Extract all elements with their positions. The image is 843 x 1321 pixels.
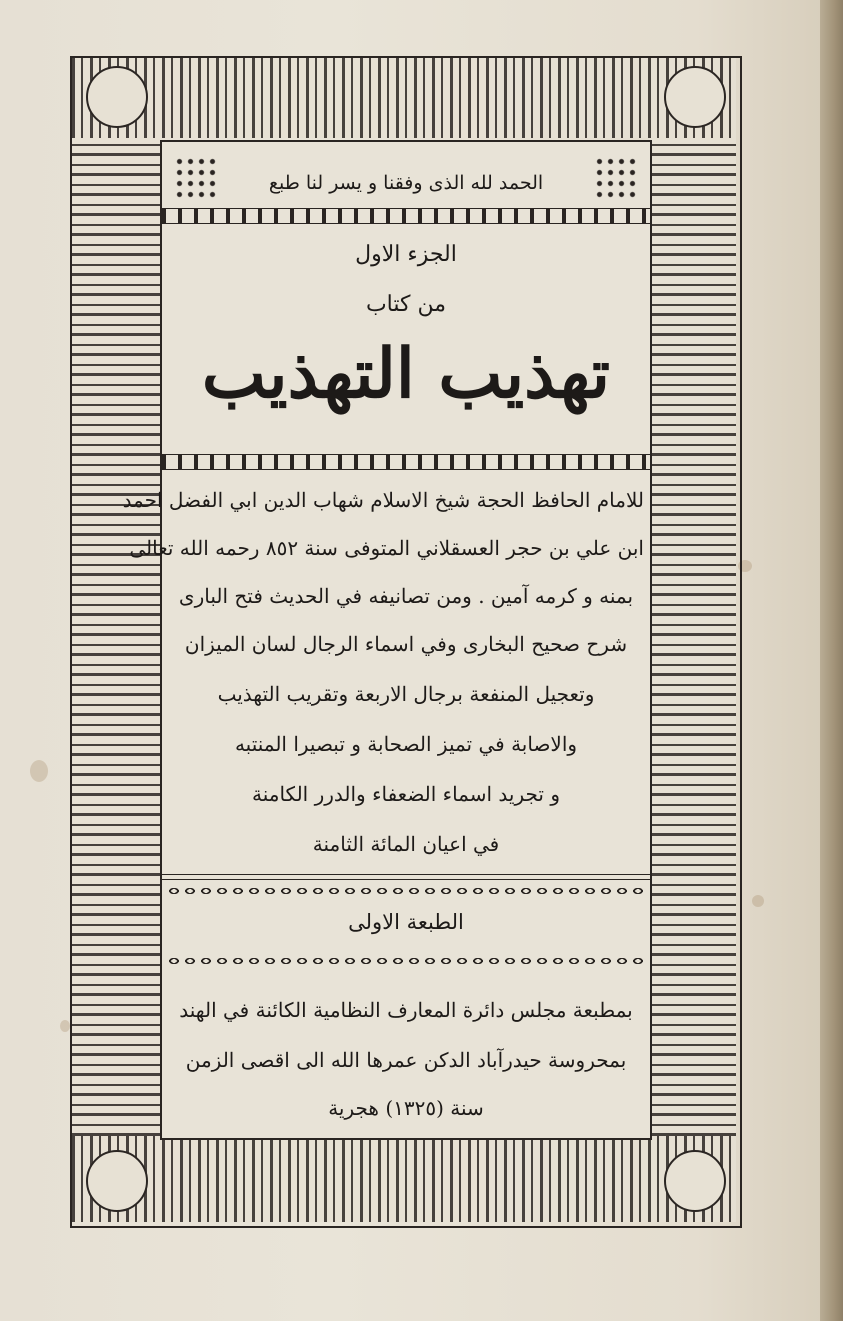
page-edge	[820, 0, 843, 1321]
press-line: بمحروسة حيدرآباد الدكن عمرها الله الى اقصى الزمن	[185, 1048, 627, 1072]
corner-ornament-icon	[86, 66, 148, 128]
corner-ornament-icon	[664, 1150, 726, 1212]
author-line: في اعيان المائة الثامنة	[312, 832, 500, 856]
author-line: للامام الحافظ الحجة شيخ الاسلام شهاب الدين ابي الفضل احمد	[122, 488, 644, 512]
book-title: تهذيب التهذيب	[201, 334, 611, 414]
stain	[60, 1020, 70, 1032]
from-book-label: من كتاب	[365, 292, 447, 317]
press-line: بمطبعة مجلس دائرة المعارف النظامية الكائنة في الهند	[179, 998, 633, 1022]
opening-praise: الحمد لله الذى وفقنا و يسر لنا طبع	[268, 172, 544, 194]
corner-ornament-icon	[664, 66, 726, 128]
author-line: والاصابة في تميز الصحابة و تبصيرا المنتبه	[234, 732, 578, 756]
stain	[752, 895, 764, 907]
divider	[162, 208, 650, 224]
ornament-band-left	[72, 138, 160, 1136]
author-line: ابن علي بن حجر العسقلاني المتوفى سنة ٨٥٢ رحمه الله تعالى	[129, 536, 644, 560]
author-line: بمنه و كرمه آمين . ومن تصانيفه في الحديث فتح البارى	[178, 584, 634, 608]
author-line: وتعجيل المنفعة برجال الاربعة وتقريب التهذيب	[217, 682, 595, 706]
press-year: سنة (١٣٢٥) هجرية	[328, 1096, 484, 1120]
ornament-band-bottom	[72, 1136, 736, 1222]
edition-label: الطبعة الاولى	[348, 910, 464, 934]
title-panel	[122, 140, 652, 1140]
volume-label: الجزء الاول	[355, 242, 457, 267]
ornament-band-right	[648, 138, 736, 1136]
stain	[30, 760, 48, 782]
chain-ornament	[166, 884, 646, 898]
corner-ornament-icon	[86, 1150, 148, 1212]
author-line: و تجريد اسماء الضعفاء والدرر الكامنة	[251, 782, 561, 806]
author-line: شرح صحيح البخارى وفي اسماء الرجال لسان الميزان	[184, 632, 628, 656]
chain-ornament	[166, 954, 646, 968]
ornament-band-top	[72, 58, 736, 138]
divider	[162, 874, 650, 880]
divider	[162, 454, 650, 470]
